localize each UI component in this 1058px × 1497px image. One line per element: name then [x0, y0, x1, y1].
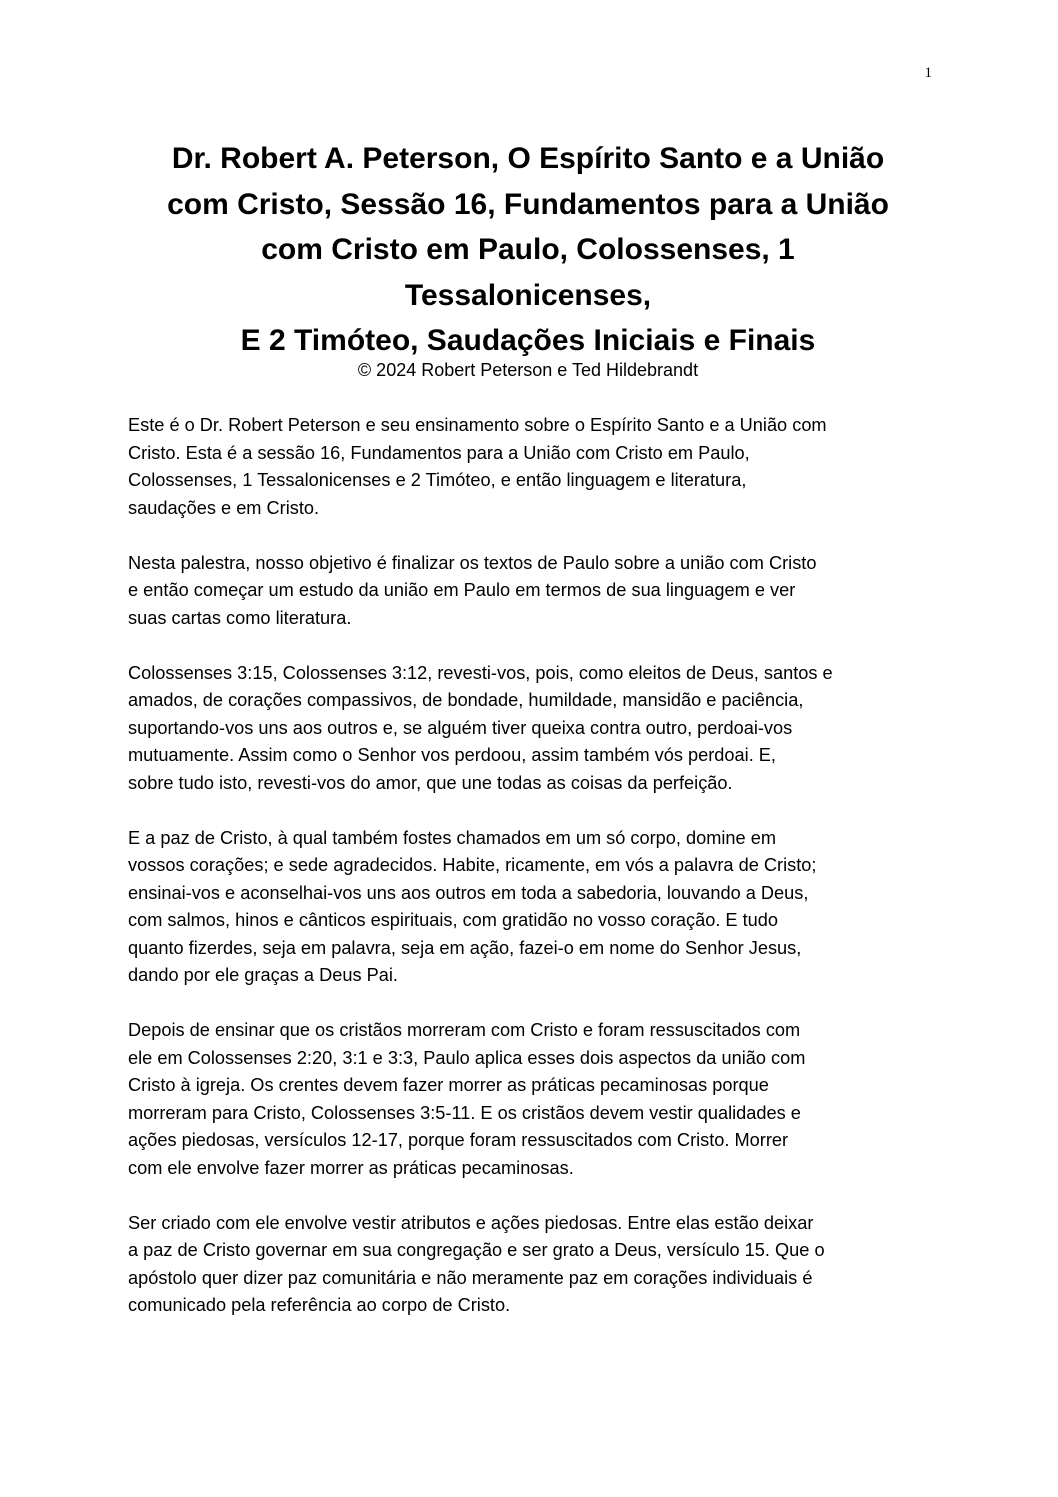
copyright-notice: © 2024 Robert Peterson e Ted Hildebrandt [357, 360, 699, 380]
text-line: a paz de Cristo governar em sua congregação e ser grato a Deus, versículo 15. Que o [128, 1240, 825, 1260]
text-line: vossos corações; e sede agradecidos. Habite, ricamente, em vós a palavra de Cristo; [128, 855, 817, 875]
text-line: apóstolo quer dizer paz comunitária e não meramente paz em corações individuais é [128, 1267, 813, 1288]
text-line: comunicado pela referência ao corpo de Cristo. [128, 1295, 511, 1315]
text-line: amados, de corações compassivos, de bondade, humildade, mansidão e paciência, [128, 690, 804, 710]
paragraph-created-with-him [128, 1210, 928, 1320]
title-line: Tessalonicenses, [404, 278, 652, 312]
text-line: Este é o Dr. Robert Peterson e seu ensinamento sobre o Espírito Santo e a União com [128, 415, 827, 435]
text-line: ele em Colossenses 2:20, 3:1 e 3:3, Paulo aplica esses dois aspectos da união com [128, 1047, 806, 1068]
paragraph-died-and-raised [128, 1017, 928, 1182]
title-line: com Cristo em Paulo, Colossenses, 1 [261, 233, 795, 267]
text-line: quanto fizerdes, seja em palavra, seja em ação, fazei-o em nome do Senhor Jesus, [128, 937, 802, 958]
text-line: sobre tudo isto, revesti-vos do amor, que une todas as coisas da perfeição. [128, 772, 733, 793]
text-line: Cristo à igreja. Os crentes devem fazer morrer as práticas pecaminosas porque [128, 1075, 769, 1095]
text-line: E a paz de Cristo, à qual também fostes chamados em um só corpo, domine em [128, 827, 776, 848]
paragraph-objective [128, 550, 928, 633]
paragraph-colossians-3-12 [128, 660, 928, 798]
paragraph-peace-of-christ [128, 825, 928, 990]
text-line: Nesta palestra, nosso objetivo é finalizar os textos de Paulo sobre a união com Cristo [128, 552, 817, 573]
text-line: com salmos, hinos e cânticos espirituais, com gratidão no vosso coração. E tudo [128, 910, 779, 930]
text-line: mutuamente. Assim como o Senhor vos perdoou, assim também vós perdoai. E, [128, 745, 776, 765]
page-number: 1 [924, 65, 932, 81]
text-line: dando por ele graças a Deus Pai. [128, 965, 398, 985]
text-line: ensinai-vos e aconselhai-vos uns aos outros em toda a sabedoria, louvando a Deus, [128, 882, 809, 903]
text-line: saudações e em Cristo. [128, 497, 320, 518]
document-body [128, 412, 928, 1347]
paragraph-intro [128, 412, 928, 522]
document-title [128, 136, 928, 364]
text-line: ações piedosas, versículos 12-17, porque foram ressuscitados com Cristo. Morrer [128, 1130, 789, 1150]
text-line: e então começar um estudo da união em Paulo em termos de sua linguagem e ver [128, 580, 796, 600]
title-line: Dr. Robert A. Peterson, O Espírito Santo e a União [171, 142, 885, 175]
title-line: com Cristo, Sessão 16, Fundamentos para a União [167, 187, 889, 221]
text-line: suas cartas como literatura. [128, 607, 352, 628]
text-line: Depois de ensinar que os cristãos morreram com Cristo e foram ressuscitados com [128, 1020, 801, 1040]
text-line: Colossenses, 1 Tessalonicenses e 2 Timóteo, e então linguagem e literatura, [128, 470, 747, 490]
text-line: Ser criado com ele envolve vestir atributos e ações piedosas. Entre elas estão deixar [128, 1212, 814, 1233]
text-line: morreram para Cristo, Colossenses 3:5-11. E os cristãos devem vestir qualidades e [128, 1102, 801, 1123]
text-line: com ele envolve fazer morrer as práticas pecaminosas. [128, 1157, 574, 1178]
title-line: E 2 Timóteo, Saudações Iniciais e Finais [240, 324, 816, 358]
text-line: Colossenses 3:15, Colossenses 3:12, revesti-vos, pois, como eleitos de Deus, santos e [128, 662, 833, 683]
text-line: suportando-vos uns aos outros e, se alguém tiver queixa contra outro, perdoai-vos [128, 717, 793, 738]
text-line: Cristo. Esta é a sessão 16, Fundamentos para a União com Cristo em Paulo, [128, 442, 750, 463]
